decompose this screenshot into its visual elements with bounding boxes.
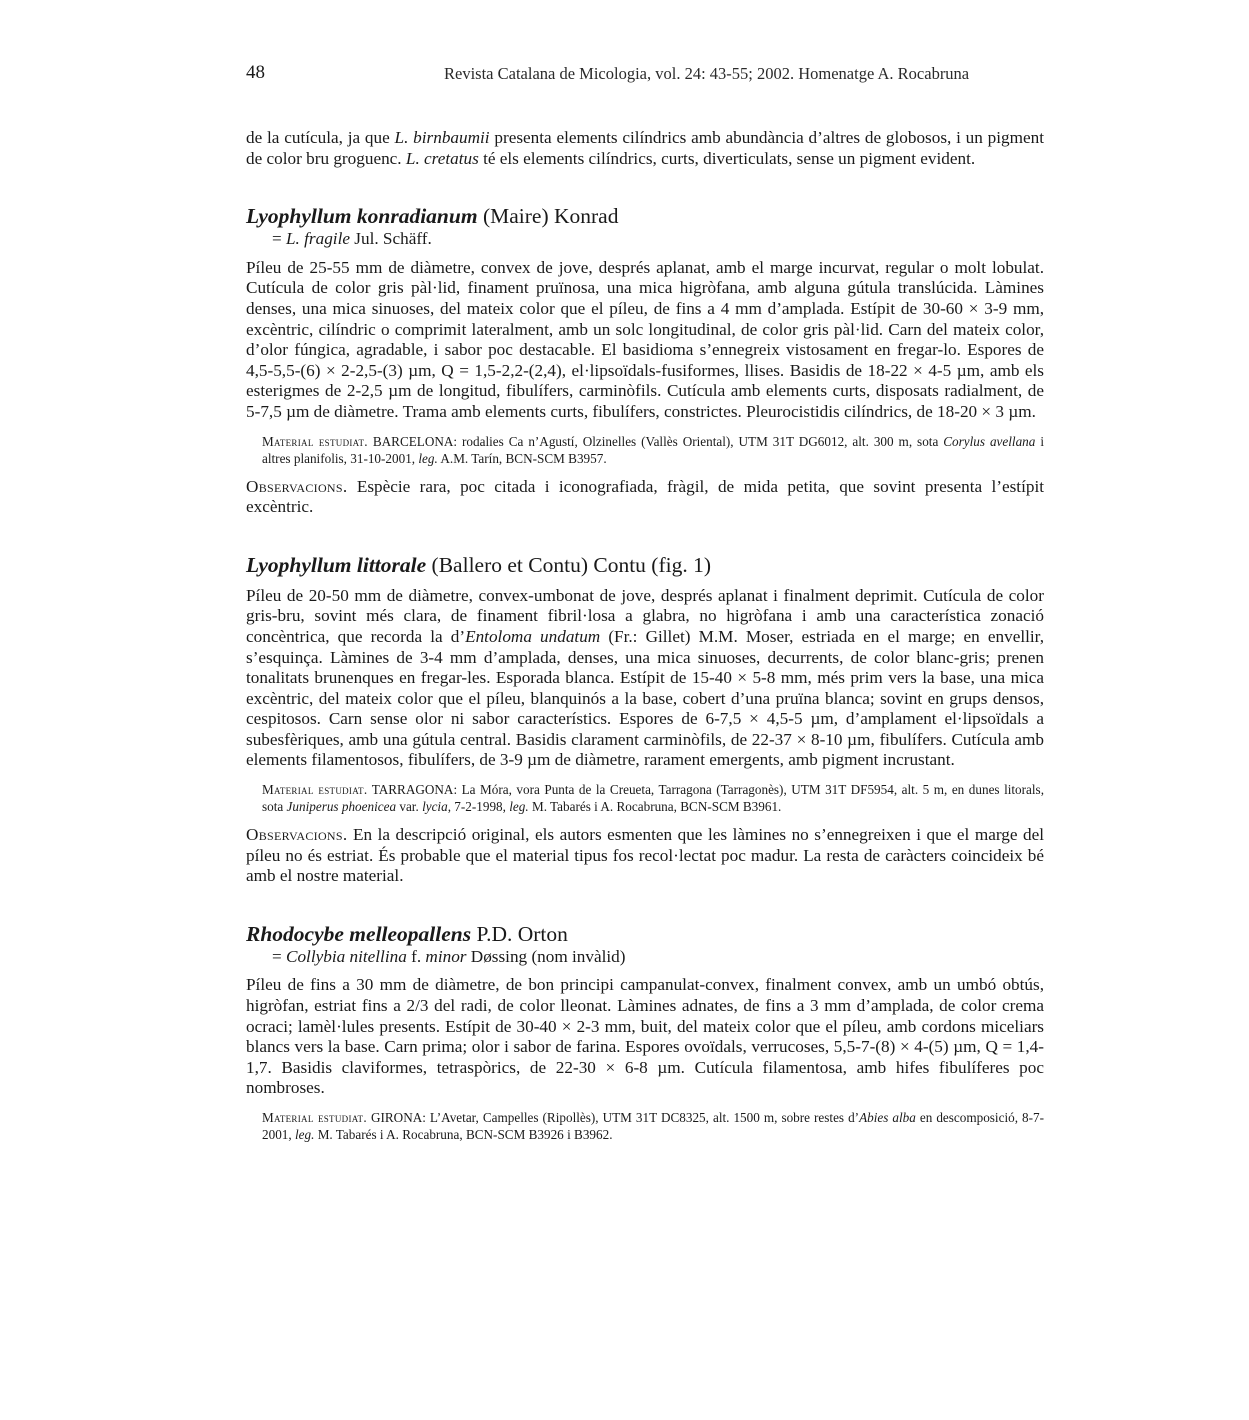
variety-name: lycia bbox=[422, 799, 448, 815]
species-heading bbox=[246, 203, 1044, 229]
material-text: BARCELONA: rodalies Ca n’Agustí, Olzinelles (Vallès Oriental), UTM 31T DG6012, alt. 300 m, sota bbox=[367, 433, 944, 449]
species-description: Píleu de 25-55 mm de diàmetre, convex de jove, després aplanat, amb el marge incurvat, regular o molt lobulat. Cutícula de color gris pàl·lid, finament pruïnosa, una mica higròfana, amb alguna gútula translúcida. Làmines denses, una mica sinuoses, del mateix color que el píleu, de fins a 4 mm d’amplada. Estípit de 30-60 × 3-9 mm, excèntric, cilíndric o comprimit lateralment, amb un solc longitudinal, de color gris pàl·lid. Carn del mateix color, d’olor fúngica, agradable, i sabor poc destacable. El basidioma s’ennegreix vistosament en fregar-lo. Espores de 4,5-5,5-(6) × 2-2,5-(3) µm, Q = 1,5-2,2-(2,4), el·lipsoïdals-fusiformes, llises. Basidis de 18-22 × 4-5 µm, amb els esterigmes de 2-2,5 µm de longitud, fibulífers, carminòfils. Cutícula amb elements curts, disposats radialment, de 5-7,5 µm de diàmetre. Trama amb elements curts, fibulífers, constrictes. Pleurocistidis cilíndrics, de 18-20 × 3 µm. bbox=[246, 257, 1044, 421]
leg-abbrev: leg. bbox=[509, 799, 529, 815]
leg-abbrev: leg. bbox=[418, 450, 438, 466]
intro-text: té els elements cilíndrics, curts, diverticulats, sense un pigment evident. bbox=[478, 148, 976, 168]
material-text: , 7-2-1998, bbox=[447, 799, 510, 815]
leg-abbrev: leg. bbox=[294, 1127, 315, 1142]
intro-paragraph bbox=[246, 128, 1044, 169]
description-text: Píleu de 20-50 mm de diàmetre, convex-umbonat de jove, després aplanat i finalment deprimit. Cutícula de color gris-bru, sovint més clara, de finament fibril·losa a glabra, no higròfana i amb una característica zonació concèntrica, que recorda la d’ bbox=[246, 585, 1044, 646]
material-studied bbox=[262, 433, 1044, 467]
species-author: (Ballero et Contu) Contu (fig. 1) bbox=[426, 552, 711, 577]
species-ref: Entoloma undatum bbox=[465, 626, 601, 646]
description-text: (Fr.: Gillet) M.M. Moser, estriada en el marge; en envellir, s’esquinça. Làmines de 3-4 mm d’amplada, denses, una mica sinuoses, decurrents, de color blanc-gris; prenen tonalitats brunenques en fregar-les. Esporada blanca. Estípit de 15-40 × 5-8 mm, més prim vers la base, una mica excèntric, del mateix color que el píleu, blanquinós a la base, cobert d’una pruïna blanca; sovint en grups densos, cespitosos. Carn sense olor ni sabor característics. Espores de 6-7,5 × 4,5-5 µm, d’amplament el·lipsoïdals a subesfèriques, amb una gútula central. Basidis clarament carminòfils, de 22-37 × 8-10 µm, fibulífers. Cutícula amb elements filamentosos, fibulífers, de 3-9 µm de diàmetre, rarament emergents, amb pigment incrustant. bbox=[246, 626, 1044, 770]
observations-text: Espècie rara, poc citada i iconografiada, fràgil, de mida petita, que sovint presenta l’estípit excèntric. bbox=[246, 476, 1044, 517]
synonym-author: Døssing (nom invàlid) bbox=[466, 946, 626, 966]
species-author: (Maire) Konrad bbox=[477, 204, 619, 229]
running-title: Revista Catalana de Micologia, vol. 24: 43-55; 2002. Homenatge A. Rocabruna bbox=[444, 64, 970, 83]
synonym-name: Collybia nitellina bbox=[286, 946, 407, 966]
article-body bbox=[246, 128, 1044, 1143]
synonym-name: L. fragile bbox=[286, 229, 350, 249]
material-label: Material estudiat. bbox=[262, 1110, 367, 1125]
material-text: A.M. Tarín, BCN-SCM B3957. bbox=[437, 450, 607, 466]
species-name: Lyophyllum littorale bbox=[246, 552, 427, 577]
intro-text: presenta elements cilíndrics amb abundància d’altres de globosos, i un pigment de color bru groguenc. bbox=[246, 128, 1044, 168]
host-name: Corylus avellana bbox=[943, 433, 1036, 449]
observations bbox=[246, 825, 1044, 887]
synonym-text: f. bbox=[406, 946, 426, 966]
page-number: 48 bbox=[246, 62, 265, 83]
species-ref: L. cretatus bbox=[405, 148, 479, 168]
material-text: en descomposició, 8-7-2001, bbox=[262, 1110, 1044, 1142]
species-description: Píleu de fins a 30 mm de diàmetre, de bon principi campanulat-convex, finalment convex, amb un umbó obtús, higròfan, estriat fins a 2/3 del radi, de color lleonat. Làmines adnates, de fins a 3 mm d’amplada, de color crema ocraci; lamèl·lules presents. Estípit de 30-40 × 2-3 mm, buit, del mateix color que el píleu, amb cordons miceliars blancs vers la base. Carn prima; olor i sabor de farina. Espores ovoïdals, verrucoses, 5,5-7-(8) × 4-(5) µm, Q = 1,4-1,7. Basidis claviformes, tetraspòrics, de 22-30 × 6-8 µm. Cutícula filamentosa, amb hifes fibulíferes poc nombroses. bbox=[246, 975, 1044, 1098]
material-text: TARRAGONA: La Móra, vora Punta de la Creueta, Tarragona (Tarragonès), UTM 31T DF5954, alt. 5 m, en dunes litorals, sota bbox=[262, 782, 1044, 815]
synonym-line bbox=[272, 229, 1044, 250]
species-ref: L. birnbaumii bbox=[394, 128, 490, 147]
host-name: Abies alba bbox=[859, 1110, 916, 1125]
material-studied bbox=[262, 1109, 1044, 1143]
material-label: Material estudiat. bbox=[262, 433, 368, 449]
synonym-form: minor bbox=[425, 946, 467, 966]
species-heading bbox=[246, 921, 1044, 947]
synonym-eq: = bbox=[272, 946, 286, 966]
observations-label: Observacions. bbox=[246, 476, 348, 496]
material-studied bbox=[262, 781, 1044, 815]
material-text: i altres planifolis, 31-10-2001, bbox=[262, 433, 1044, 466]
material-text: var. bbox=[396, 799, 423, 815]
species-name: Rhodocybe melleopallens bbox=[246, 921, 472, 946]
species-author: P.D. Orton bbox=[471, 921, 568, 946]
species-heading bbox=[246, 552, 1044, 578]
material-label: Material estudiat. bbox=[262, 782, 368, 798]
observations-label: Observacions. bbox=[246, 825, 348, 845]
synonym-line bbox=[272, 947, 1044, 968]
host-name: Juniperus phoenicea bbox=[286, 799, 397, 815]
intro-text: de la cutícula, ja que bbox=[246, 128, 395, 147]
material-text: M. Tabarés i A. Rocabruna, BCN-SCM B3926 i B3962. bbox=[314, 1127, 613, 1142]
observations bbox=[246, 477, 1044, 518]
synonym-author: Jul. Schäff. bbox=[349, 229, 432, 249]
species-description bbox=[246, 586, 1044, 771]
species-name: Lyophyllum konradianum bbox=[246, 204, 478, 229]
material-text: GIRONA: L’Avetar, Campelles (Ripollès), UTM 31T DC8325, alt. 1500 m, sobre restes d’ bbox=[366, 1110, 860, 1125]
material-text: M. Tabarés i A. Rocabruna, BCN-SCM B3961. bbox=[528, 799, 782, 815]
observations-text: En la descripció original, els autors esmenten que les làmines no s’ennegreixen i que el marge del píleu no és estriat. És probable que el material tipus fos recol·lectat poc madur. La resta de caràcters coincideix bé amb el nostre material. bbox=[246, 825, 1044, 886]
synonym-eq: = bbox=[272, 229, 286, 249]
